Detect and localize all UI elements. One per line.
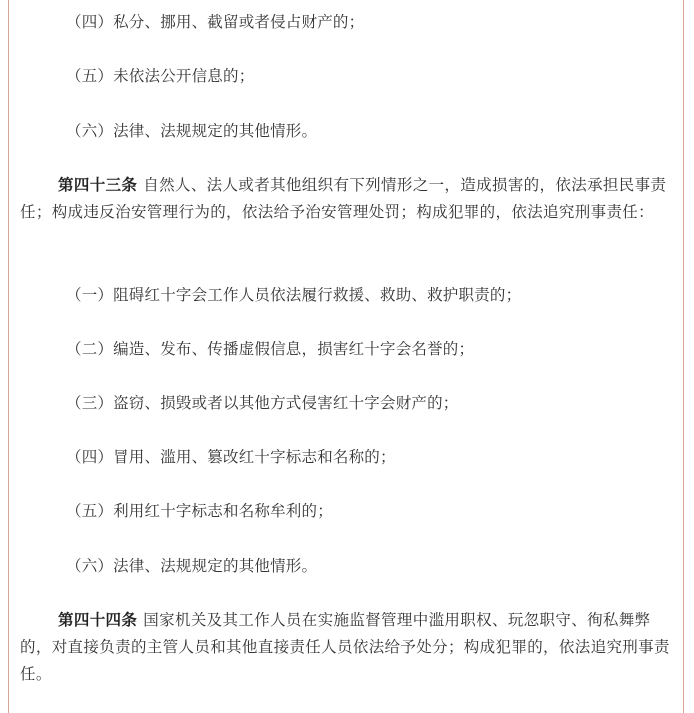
article-number: 第四十四条 <box>58 611 138 629</box>
list-item: （四）私分、挪用、截留或者侵占财产的； <box>66 13 365 31</box>
list-item: （五）未依法公开信息的； <box>66 67 255 85</box>
list-item: （六）法律、法规规定的其他情形。 <box>66 122 318 140</box>
list-item: （一）阻碍红十字会工作人员依法履行救援、救助、救护职责的； <box>66 286 522 304</box>
list-item: （四）冒用、滥用、篡改红十字标志和名称的； <box>66 448 396 466</box>
article-text: 自然人、法人或者其他组织有下列情形之一，造成损害的，依法承担民事责任；构成违反治安管理行为的，依法给予治安管理处罚；构成犯罪的，依法追究刑事责任： <box>20 176 667 221</box>
article-44 <box>20 607 676 688</box>
article-number: 第四十三条 <box>58 176 138 194</box>
list-item: （二）编造、发布、传播虚假信息，损害红十字会名誉的； <box>66 340 475 358</box>
article-43 <box>20 172 676 226</box>
list-item: （六）法律、法规规定的其他情形。 <box>66 557 318 575</box>
list-item: （五）利用红十字标志和名称牟利的； <box>66 502 333 520</box>
list-item: （三）盗窃、损毁或者以其他方式侵害红十字会财产的； <box>66 394 459 412</box>
article-text: 国家机关及其工作人员在实施监督管理中滥用职权、玩忽职守、徇私舞弊的，对直接负责的主管人员和其他直接责任人员依法给予处分；构成犯罪的，依法追究刑事责任。 <box>20 611 670 683</box>
